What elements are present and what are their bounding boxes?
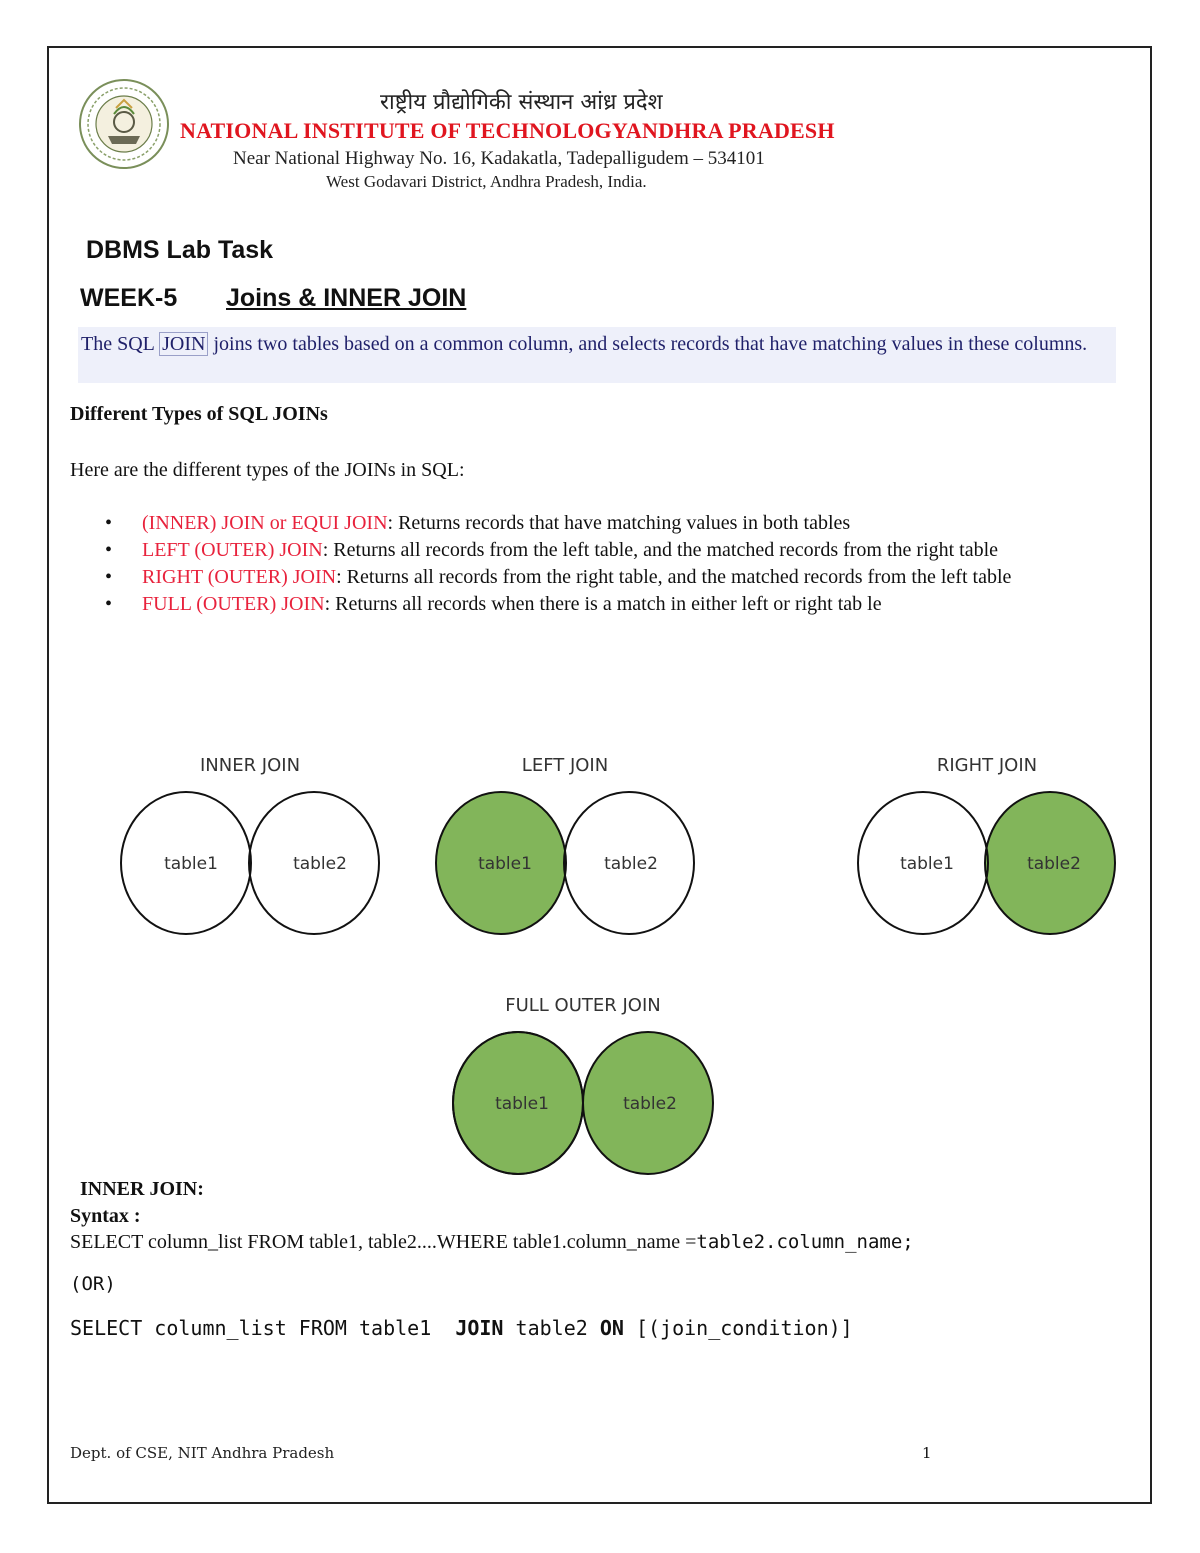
join-type-desc: : Returns all records from the right table, and the matched records from the left table [336,566,1012,588]
intro-paragraph [78,327,1116,383]
syntax-2-a: SELECT column_list FROM table1 [70,1316,456,1340]
or-label: (OR) [70,1273,116,1295]
join-type-desc: : Returns all records when there is a match in either left or right tab le [324,593,882,615]
lab-title: DBMS Lab Task [86,236,274,264]
syntax-2-c: [(join_condition)] [623,1316,853,1340]
join-type-name: (INNER) JOIN or EQUI JOIN [142,512,388,534]
join-types-list [70,510,1120,618]
page-number: 1 [922,1444,932,1462]
inner-join-right-label: table2 [293,854,347,874]
types-heading: Different Types of SQL JOINs [70,403,328,425]
types-lead: Here are the different types of the JOINs in SQL: [70,459,465,481]
syntax-2-b: table2 [503,1316,600,1340]
syntax-2-join-keyword: JOIN [455,1316,504,1340]
list-item [142,564,1120,591]
right-join-left-label: table1 [900,854,954,874]
intro-before: The SQL [81,333,160,355]
full-join-left-label: table1 [495,1094,549,1114]
full-join-right-label: table2 [623,1094,677,1114]
join-type-name: RIGHT (OUTER) JOIN [142,566,337,588]
right-join-title: RIGHT JOIN [936,755,1038,776]
inner-join-heading: INNER JOIN: [80,1178,204,1200]
inner-join-left-label: table1 [164,854,218,874]
intro-keyword: JOIN [159,332,208,356]
left-join-right-label: table2 [604,854,658,874]
right-join-diagram [847,748,1132,948]
topic-title: Joins & INNER JOIN [226,284,467,312]
syntax-2-on-keyword: ON [599,1316,624,1340]
syntax-1-code: table2.column_name; [696,1231,914,1253]
join-type-name: LEFT (OUTER) JOIN [142,539,323,561]
left-join-diagram [425,748,710,948]
intro-after: joins two tables based on a common column, and selects records that have matching values in these columns. [208,333,1088,355]
left-join-title: LEFT JOIN [521,755,609,776]
syntax-label: Syntax : [70,1205,141,1227]
institute-name: NATIONAL INSTITUTE OF TECHNOLOGYANDHRA PRADESH [180,118,835,143]
address-line-2: West Godavari District, Andhra Pradesh, India. [326,172,647,191]
inner-join-diagram [110,748,395,948]
syntax-line-1 [70,1231,914,1254]
list-item [142,537,1120,564]
address-line-1: Near National Highway No. 16, Kadakatla, Tadepalligudem – 534101 [233,148,765,169]
full-outer-join-diagram [440,988,730,1188]
institute-hindi-name: राष्ट्रीय प्रौद्योगिकी संस्थान आंध्र प्रदेश [380,90,663,115]
list-item [142,510,1120,537]
institute-seal-logo [78,78,170,170]
full-join-title: FULL OUTER JOIN [505,995,661,1016]
footer-dept: Dept. of CSE, NIT Andhra Pradesh [70,1444,335,1462]
week-label: WEEK-5 [80,284,178,312]
inner-join-title: INNER JOIN [199,755,301,776]
join-type-name: FULL (OUTER) JOIN [142,593,325,615]
left-join-left-label: table1 [478,854,532,874]
list-item [142,591,1120,618]
syntax-line-2 [70,1316,853,1340]
syntax-1-text: SELECT column_list FROM table1, table2....WHERE table1.column_name = [70,1231,697,1253]
join-type-desc: : Returns all records from the left table, and the matched records from the right table [322,539,999,561]
right-join-right-label: table2 [1027,854,1081,874]
join-type-desc: : Returns records that have matching values in both tables [387,512,851,534]
